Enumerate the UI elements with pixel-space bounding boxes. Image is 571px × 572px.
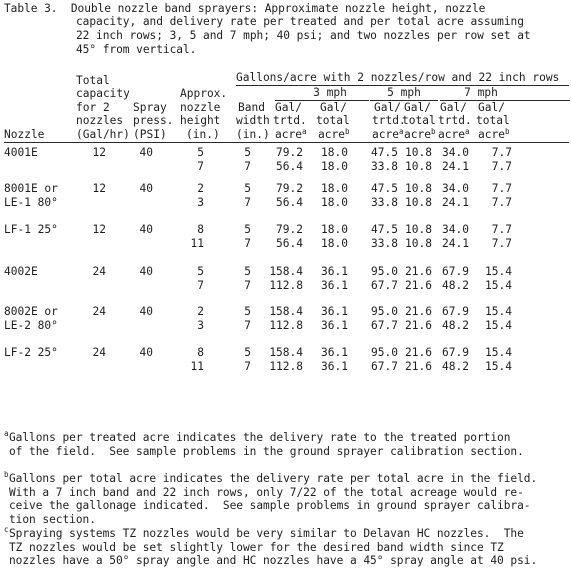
gal-total-7mph-cell: 7.7 [491,182,512,195]
gal-trtd-3mph-cell: 158.4 [269,265,303,278]
nozzle-height-cell: 5 [197,265,204,278]
rate-header-kind: total [316,114,350,127]
rate-header-gal: Gal/ [440,101,467,114]
band-header-line: Band [238,101,265,114]
gal-trtd-7mph-cell: 24.1 [442,160,469,173]
footnote-ref-a: a [464,127,470,136]
gal-trtd-3mph-cell: 79.2 [276,182,303,195]
gal-trtd-7mph-cell: 48.2 [442,319,469,332]
capacity-header-line: Total [76,74,110,87]
gal-total-7mph-cell: 15.4 [485,319,512,332]
rate-header-kind: trtd. [273,114,307,127]
gal-total-5mph-cell: 21.6 [405,279,432,292]
gal-total-3mph-cell: 18.0 [321,196,348,209]
nozzle-height-cell: 2 [197,182,204,195]
gal-trtd-5mph-cell: 33.8 [371,237,398,250]
nozzle-height-cell: 11 [190,237,204,250]
gal-trtd-5mph-cell: 95.0 [371,305,398,318]
gal-trtd-3mph-cell: 112.8 [269,279,303,292]
gal-total-7mph-cell: 15.4 [485,346,512,359]
nozzle-name-cell: LE-2 80° [4,319,58,332]
gal-trtd-5mph-cell: 47.5 [371,146,398,159]
rate-header-gal: Gal/ [320,101,347,114]
rate-header-gal: Gal/ [374,101,401,114]
gal-trtd-7mph-cell: 24.1 [442,196,469,209]
gal-total-5mph-cell: 21.6 [405,265,432,278]
mph-3-label: 3 mph [313,86,347,99]
rate-header-kind: trtd. [438,114,472,127]
gal-trtd-5mph-cell: 67.7 [371,319,398,332]
gal-trtd-5mph-cell: 67.7 [371,279,398,292]
nozzle-name-cell: 8002E or [4,305,58,318]
capacity-cell: 24 [92,265,106,278]
rate-header-gal: Gal/ [275,101,302,114]
gal-total-3mph-cell: 18.0 [321,223,348,236]
gal-trtd-5mph-cell: 33.8 [371,196,398,209]
footnote-ref-a: a [398,127,404,136]
pressure-header-line: press. [133,114,174,127]
gal-trtd-3mph-cell: 79.2 [276,223,303,236]
gal-trtd-5mph-cell: 33.8 [371,160,398,173]
capacity-cell: 12 [92,182,106,195]
gal-trtd-5mph-cell: 95.0 [371,265,398,278]
footnote-line: nozzles have a 50° spray angle and HC nozzles have a 45° spray angle at 40 psi. [9,554,538,567]
pressure-cell: 40 [139,182,153,195]
gal-trtd-7mph-cell: 67.9 [442,346,469,359]
gal-total-7mph-cell: 15.4 [485,279,512,292]
band-width-cell: 5 [244,305,251,318]
band-header-line: width [236,114,270,127]
caption-line: 45° from vertical. [76,43,197,56]
rate-header-gal: Gal/ [478,101,505,114]
footnote-mark-c: c [4,525,9,534]
nozzle-name-cell: 4001E [4,146,38,159]
footnote-mark-b: b [4,470,9,479]
nozzle-name-cell: LF-1 25° [4,223,58,236]
footnote-line: With a 7 inch band and 22 inch rows, only 7/22 of the total acreage would re- [9,486,524,499]
gal-total-5mph-cell: 10.8 [405,160,432,173]
nozzle-name-cell: LE-1 80° [4,196,58,209]
footnote-line: of the field. See sample problems in the ground sprayer calibration section. [9,445,524,458]
band-header-line: (in.) [236,128,270,141]
pressure-header-line: Spray [133,101,167,114]
nozzle-height-cell: 7 [197,160,204,173]
band-width-cell: 7 [244,160,251,173]
gal-trtd-5mph-cell: 47.5 [371,182,398,195]
footnote-ref-b: b [504,127,510,136]
gal-total-3mph-cell: 36.1 [321,305,348,318]
gal-trtd-7mph-cell: 67.9 [442,265,469,278]
gal-total-7mph-cell: 7.7 [491,196,512,209]
gal-total-3mph-cell: 36.1 [321,360,348,373]
capacity-cell: 12 [92,146,106,159]
footnote-ref-a: a [301,127,307,136]
gal-total-7mph-cell: 7.7 [491,237,512,250]
mph-7-label: 7 mph [464,86,498,99]
rate-header-acre: acre [318,128,345,141]
capacity-cell: 12 [92,223,106,236]
pressure-header-line: (PSI) [133,128,167,141]
rate-header-kind: total [402,114,436,127]
rate-header-acre: acre [478,128,505,141]
footnote-line: ceive the gallonage indicated. See sample problems in ground sprayer calibra- [9,499,531,512]
band-width-cell: 7 [244,237,251,250]
gal-total-5mph-cell: 10.8 [405,237,432,250]
footnote-line: tion section. [9,513,96,526]
nozzle-name-cell: 4002E [4,265,38,278]
gal-total-3mph-cell: 36.1 [321,346,348,359]
gal-total-5mph-cell: 21.6 [405,305,432,318]
nozzle-height-cell: 8 [197,346,204,359]
gal-total-5mph-cell: 21.6 [405,319,432,332]
nozzle-height-cell: 11 [190,360,204,373]
gal-trtd-3mph-cell: 56.4 [276,237,303,250]
caption-line: 22 inch rows; 3, 5 and 7 mph; 40 psi; and two nozzles per row set at [76,29,531,42]
gal-total-3mph-cell: 18.0 [321,146,348,159]
gal-total-3mph-cell: 18.0 [321,160,348,173]
gal-trtd-3mph-cell: 112.8 [269,360,303,373]
rate-header-acre: acre [372,128,399,141]
band-width-cell: 5 [244,182,251,195]
capacity-header-line: for 2 [76,101,110,114]
gal-total-5mph-cell: 10.8 [405,182,432,195]
rate-header-kind: total [476,114,510,127]
gal-total-5mph-cell: 21.6 [405,346,432,359]
gal-trtd-3mph-cell: 112.8 [269,319,303,332]
footnote-mark-a: a [4,429,9,438]
gal-total-3mph-cell: 36.1 [321,265,348,278]
nozzle-name-cell: 8001E or [4,182,58,195]
rate-header-acre: acre [275,128,302,141]
gal-total-5mph-cell: 21.6 [405,360,432,373]
gal-total-7mph-cell: 7.7 [491,223,512,236]
band-width-cell: 5 [244,346,251,359]
gal-total-7mph-cell: 15.4 [485,360,512,373]
gal-total-7mph-cell: 7.7 [491,160,512,173]
nozzle-height-cell: 2 [197,305,204,318]
group-title: Gallons/acre with 2 nozzles/row and 22 inch rows [236,71,560,84]
band-width-cell: 7 [244,319,251,332]
gal-trtd-7mph-cell: 48.2 [442,279,469,292]
pressure-cell: 40 [139,265,153,278]
gal-total-3mph-cell: 36.1 [321,319,348,332]
nozzle-height-cell: 3 [197,319,204,332]
gal-trtd-7mph-cell: 34.0 [442,146,469,159]
pressure-cell: 40 [139,223,153,236]
capacity-header-line: (Gal/hr) [76,128,130,141]
capacity-header-line: nozzles [76,114,124,127]
footnote-ref-b: b [430,127,436,136]
gal-total-7mph-cell: 7.7 [491,146,512,159]
nozzle-height-cell: 8 [197,223,204,236]
gal-trtd-3mph-cell: 56.4 [276,160,303,173]
band-width-cell: 5 [244,146,251,159]
footnote-line: TZ nozzles would be set slightly lower for the desired band width since TZ [9,541,504,554]
caption-line: capacity, and delivery rate per treated and per total acre assuming [76,15,524,28]
pressure-cell: 40 [139,346,153,359]
gal-trtd-3mph-cell: 158.4 [269,305,303,318]
footnote-line: Spraying systems TZ nozzles would be very similar to Delavan HC nozzles. The [9,527,524,540]
gal-total-3mph-cell: 18.0 [321,237,348,250]
rate-header-acre: acre [438,128,465,141]
band-width-cell: 5 [244,223,251,236]
rate-header-gal: Gal/ [404,101,431,114]
footnote-line: Gallons per treated acre indicates the delivery rate to the treated portion [9,431,511,444]
gal-total-5mph-cell: 10.8 [405,146,432,159]
gal-trtd-7mph-cell: 48.2 [442,360,469,373]
gal-trtd-7mph-cell: 34.0 [442,182,469,195]
height-header-line: (in.) [186,128,220,141]
band-width-cell: 7 [244,196,251,209]
capacity-header-line: capacity [76,87,130,100]
header-bottom-rule [4,142,569,143]
rate-header-acre: acre [404,128,431,141]
gal-trtd-7mph-cell: 24.1 [442,237,469,250]
footnote-line: Gallons per total acre indicates the delivery rate per total acre in the field. [9,472,538,485]
gal-trtd-7mph-cell: 67.9 [442,305,469,318]
gal-total-5mph-cell: 10.8 [405,223,432,236]
gal-trtd-3mph-cell: 158.4 [269,346,303,359]
capacity-cell: 24 [92,346,106,359]
gal-total-3mph-cell: 18.0 [321,182,348,195]
band-width-cell: 5 [244,265,251,278]
nozzle-height-cell: 3 [197,196,204,209]
capacity-cell: 24 [92,305,106,318]
nozzle-header: Nozzle [4,128,45,141]
pressure-cell: 40 [139,305,153,318]
mph-5-label: 5 mph [387,86,421,99]
height-header-line: nozzle [180,101,221,114]
nozzle-height-cell: 5 [197,146,204,159]
nozzle-height-cell: 7 [197,279,204,292]
rate-header-kind: trtd. [372,114,406,127]
band-width-cell: 7 [244,360,251,373]
gal-trtd-3mph-cell: 56.4 [276,196,303,209]
pressure-cell: 40 [139,146,153,159]
gal-trtd-7mph-cell: 34.0 [442,223,469,236]
gal-trtd-5mph-cell: 95.0 [371,346,398,359]
height-header-line: Approx. [180,87,228,100]
gal-trtd-5mph-cell: 47.5 [371,223,398,236]
band-width-cell: 7 [244,279,251,292]
gal-total-7mph-cell: 15.4 [485,305,512,318]
gal-total-7mph-cell: 15.4 [485,265,512,278]
caption-line: Table 3. Double nozzle band sprayers: Approximate nozzle height, nozzle [4,2,486,15]
gal-total-5mph-cell: 10.8 [405,196,432,209]
height-header-line: height [180,114,221,127]
gal-trtd-5mph-cell: 67.7 [371,360,398,373]
gal-total-3mph-cell: 36.1 [321,279,348,292]
gal-trtd-3mph-cell: 79.2 [276,146,303,159]
nozzle-name-cell: LF-2 25° [4,346,58,359]
footnote-ref-b: b [344,127,350,136]
